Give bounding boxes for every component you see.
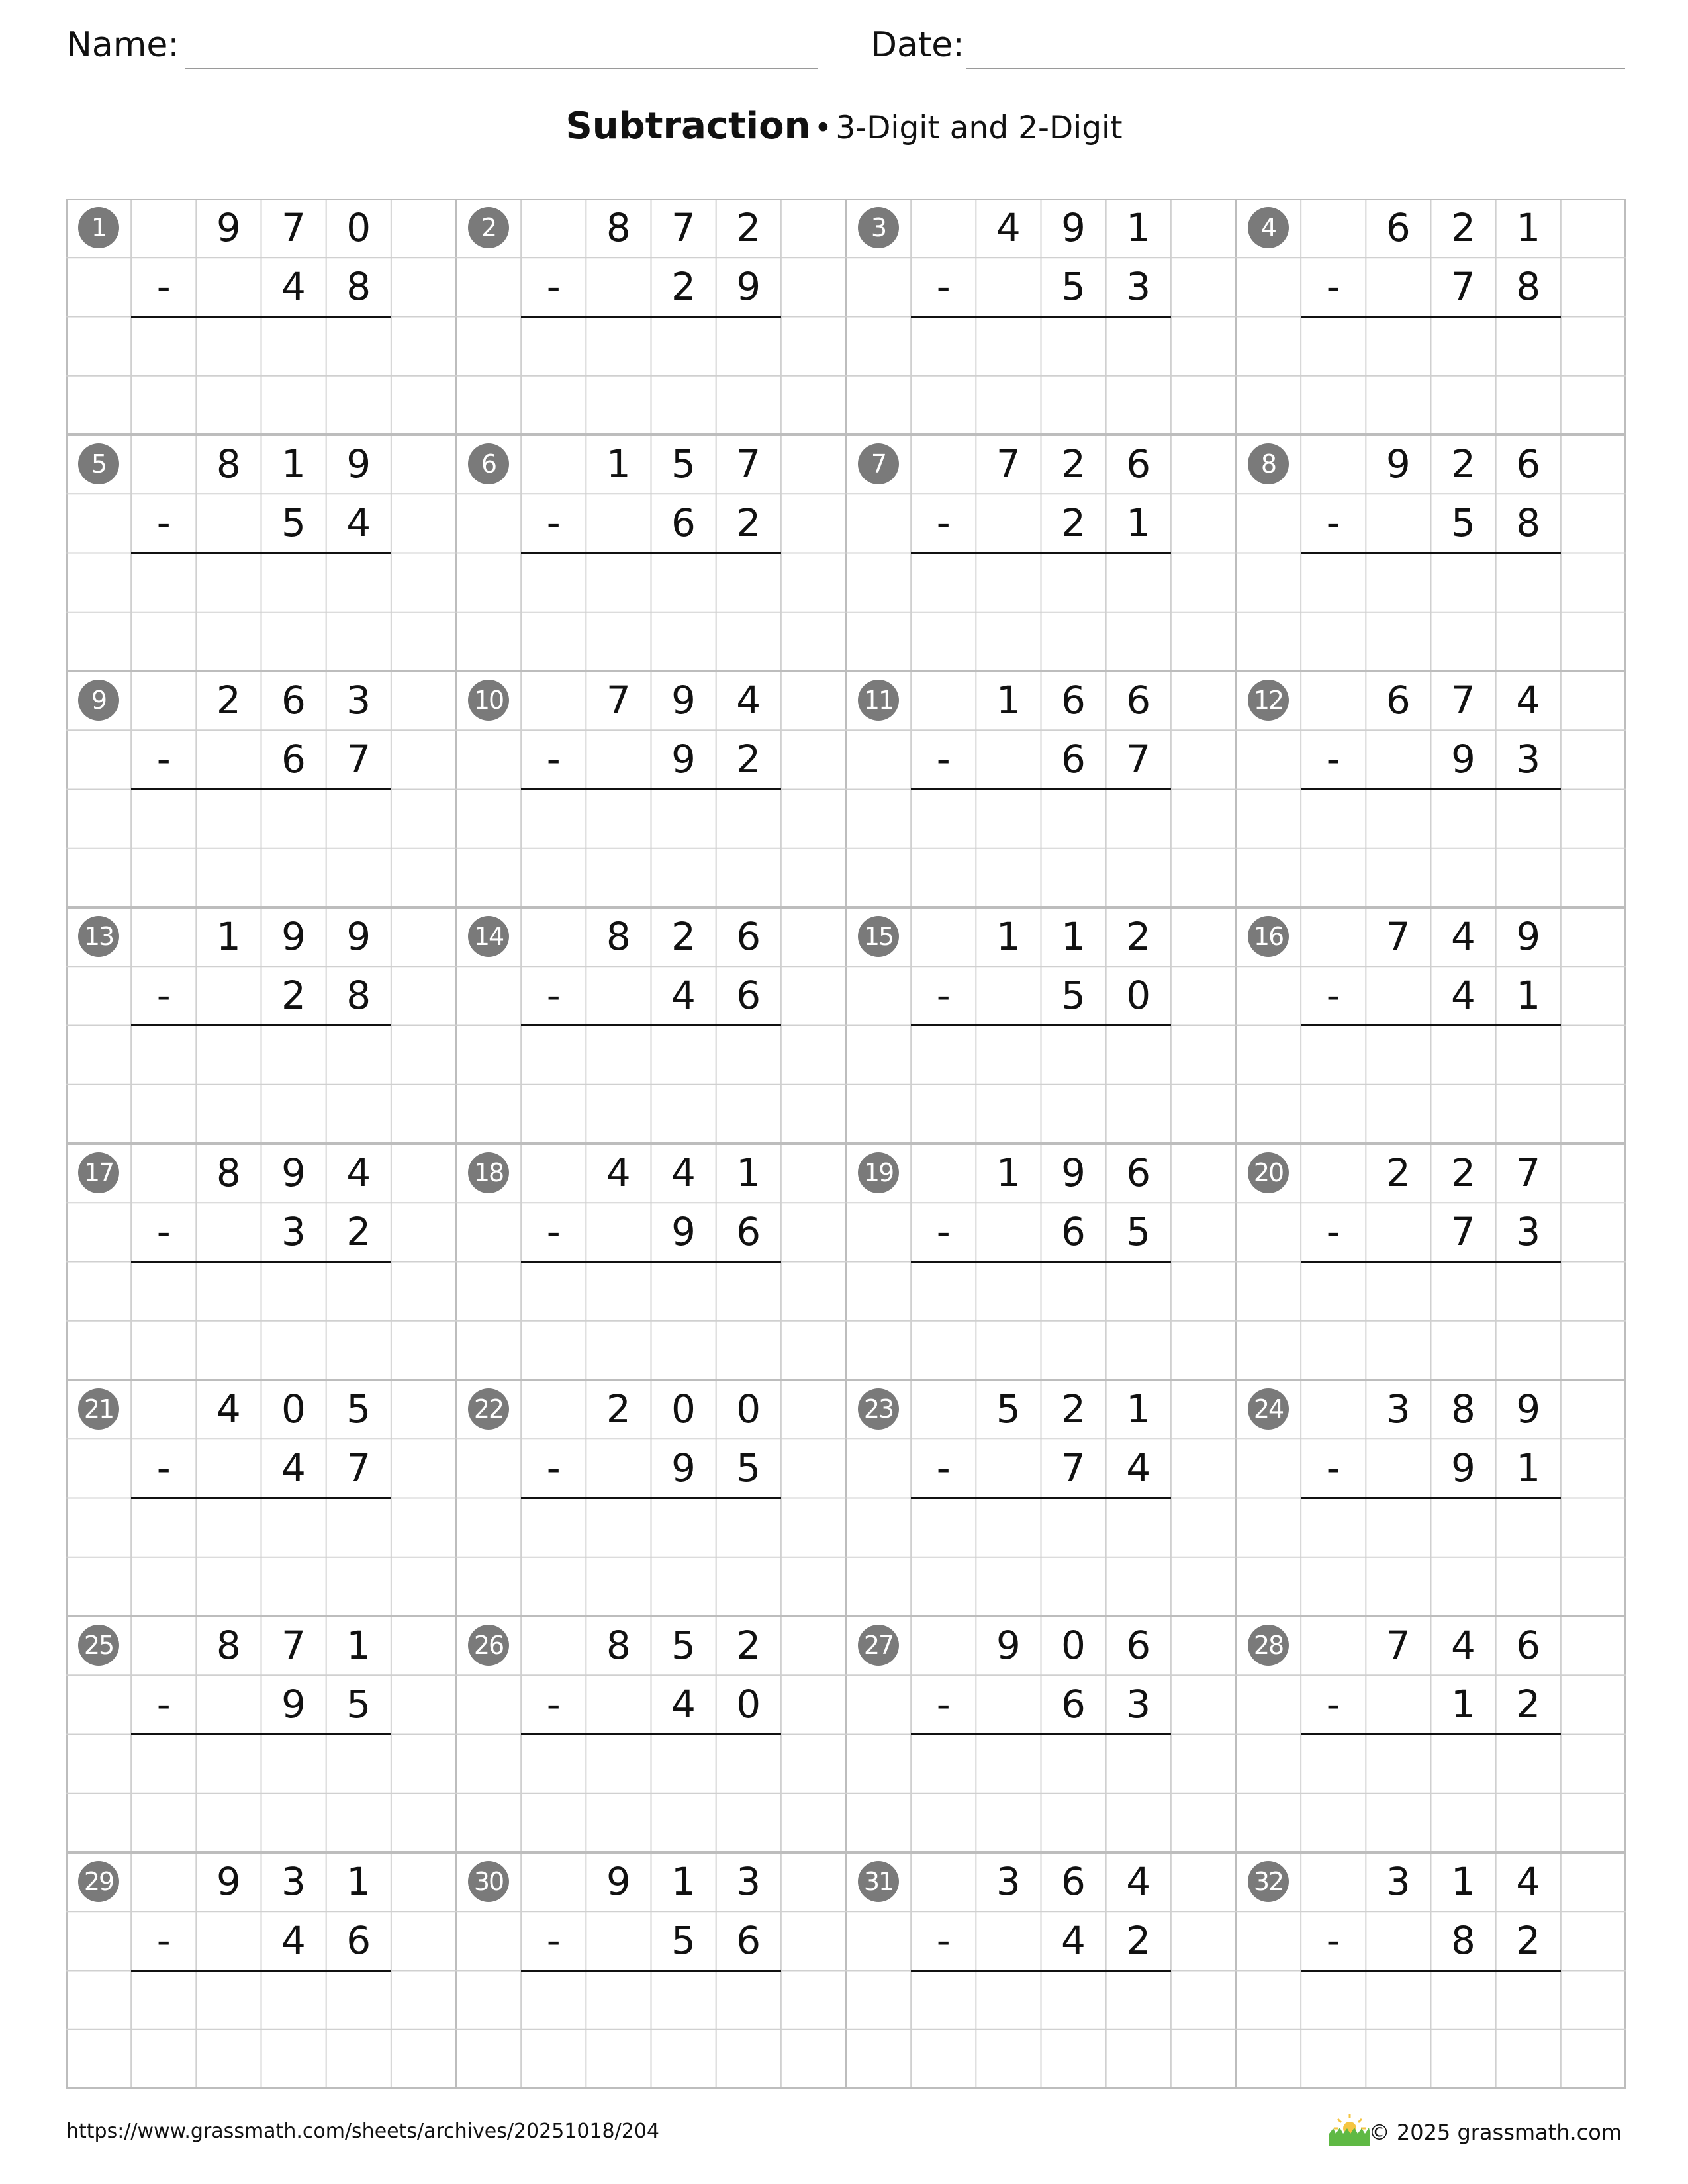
minus-sign: - [936,1209,951,1255]
problem-number-badge: 9 [78,680,119,721]
minus-sign: - [1326,1209,1340,1255]
minuend-digit: 0 [281,1387,306,1432]
problem-number-badge: 22 [468,1388,509,1430]
answer-line [911,316,1171,318]
minuend-digit: 4 [606,1150,631,1195]
minuend-digit: 7 [1516,1150,1541,1195]
subtrahend-digit: 6 [1061,737,1086,782]
minuend-digit: 2 [671,914,696,959]
answer-line [1301,1970,1561,1972]
minus-sign: - [936,1682,951,1727]
subtrahend-digit: 4 [281,1918,306,1964]
date-label: Date: [870,25,964,65]
minus-sign: - [546,1682,561,1727]
problem-number-badge: 23 [858,1388,899,1430]
minuend-digit: 8 [606,205,631,250]
minuend-digit: 6 [1516,1623,1541,1668]
minus-sign: - [1326,973,1340,1019]
answer-line [131,1733,391,1735]
subtrahend-digit: 8 [1516,264,1541,310]
minuend-digit: 9 [1516,1387,1541,1432]
problem-number-badge: 11 [858,680,899,721]
subtrahend-digit: 8 [346,264,371,310]
answer-line [521,1261,781,1263]
minuend-digit: 5 [671,1623,696,1668]
subtrahend-digit: 4 [671,973,696,1019]
minuend-digit: 3 [1385,1387,1411,1432]
minuend-digit: 8 [606,1623,631,1668]
problem-number-badge: 29 [78,1861,119,1902]
minuend-digit: 5 [346,1387,371,1432]
minuend-digit: 4 [346,1150,371,1195]
problem-number-badge: 3 [858,207,899,248]
minuend-digit: 6 [1061,1859,1086,1904]
minus-sign: - [156,1445,171,1491]
problem-number-badge: 1 [78,207,119,248]
minus-sign: - [1326,1682,1340,1727]
problem-number-badge: 30 [468,1861,509,1902]
problem-number-badge: 15 [858,916,899,957]
minus-sign: - [1326,264,1340,310]
answer-line [1301,552,1561,554]
minuend-digit: 0 [736,1387,761,1432]
minuend-digit: 3 [996,1859,1021,1904]
minus-sign: - [936,264,951,310]
minuend-digit: 9 [1061,205,1086,250]
subtrahend-digit: 9 [1451,737,1476,782]
minus-sign: - [1326,737,1340,782]
problem-number-badge: 6 [468,443,509,484]
subtrahend-digit: 4 [281,264,306,310]
subtrahend-digit: 7 [346,1445,371,1491]
minuend-digit: 1 [996,678,1021,723]
minuend-digit: 9 [216,205,241,250]
problem-number-badge: 24 [1248,1388,1289,1430]
subtrahend-digit: 6 [736,1918,761,1964]
subtrahend-digit: 3 [281,1209,306,1255]
minuend-digit: 0 [1061,1623,1086,1668]
minuend-digit: 9 [996,1623,1021,1668]
minuend-digit: 8 [1451,1387,1476,1432]
problem-number-badge: 4 [1248,207,1289,248]
subtrahend-digit: 4 [1061,1918,1086,1964]
minus-sign: - [1326,1918,1340,1964]
subtrahend-digit: 0 [736,1682,761,1727]
minus-sign: - [936,737,951,782]
answer-line [131,788,391,790]
minuend-digit: 1 [216,914,241,959]
answer-line [911,1733,1171,1735]
minuend-digit: 2 [606,1387,631,1432]
subtrahend-digit: 7 [1451,264,1476,310]
minuend-digit: 2 [736,205,761,250]
minuend-digit: 2 [1061,1387,1086,1432]
problem-number-badge: 18 [468,1152,509,1193]
minuend-digit: 7 [736,441,761,486]
minuend-digit: 9 [216,1859,241,1904]
minus-sign: - [1326,500,1340,546]
minuend-digit: 9 [281,1150,306,1195]
minus-sign: - [546,264,561,310]
title-subtitle: 3-Digit and 2-Digit [835,110,1123,146]
answer-line [911,1261,1171,1263]
subtrahend-digit: 4 [281,1445,306,1491]
minus-sign: - [156,264,171,310]
subtrahend-digit: 2 [1061,500,1086,546]
subtrahend-digit: 8 [346,973,371,1019]
minuend-digit: 7 [996,441,1021,486]
subtrahend-digit: 3 [1516,737,1541,782]
subtrahend-digit: 2 [281,973,306,1019]
minuend-digit: 7 [1451,678,1476,723]
subtrahend-digit: 8 [1451,1918,1476,1964]
subtrahend-digit: 6 [736,1209,761,1255]
minuend-digit: 1 [996,1150,1021,1195]
subtrahend-digit: 4 [671,1682,696,1727]
minuend-digit: 9 [1516,914,1541,959]
subtrahend-digit: 1 [1126,500,1151,546]
minus-sign: - [936,1445,951,1491]
subtrahend-digit: 2 [1126,1918,1151,1964]
problem-number-badge: 31 [858,1861,899,1902]
subtrahend-digit: 2 [736,737,761,782]
problem-number-badge: 20 [1248,1152,1289,1193]
minuend-digit: 2 [1451,1150,1476,1195]
answer-line [911,1497,1171,1499]
subtrahend-digit: 7 [346,737,371,782]
minuend-digit: 1 [1126,205,1151,250]
minuend-digit: 1 [671,1859,696,1904]
minuend-digit: 9 [1061,1150,1086,1195]
minuend-digit: 6 [1126,441,1151,486]
name-line[interactable] [185,68,818,69]
answer-line [911,788,1171,790]
minuend-digit: 2 [1061,441,1086,486]
minuend-digit: 6 [1126,678,1151,723]
minuend-digit: 2 [1126,914,1151,959]
minuend-digit: 1 [736,1150,761,1195]
answer-line [521,1733,781,1735]
subtrahend-digit: 6 [346,1918,371,1964]
problem-number-badge: 17 [78,1152,119,1193]
footer-copyright: © 2025 grassmath.com [1368,2120,1622,2145]
answer-line [1301,1261,1561,1263]
minus-sign: - [936,1918,951,1964]
minuend-digit: 0 [671,1387,696,1432]
title-main: Subtraction [565,105,811,148]
subtrahend-digit: 1 [1516,973,1541,1019]
problem-number-badge: 19 [858,1152,899,1193]
answer-line [911,1970,1171,1972]
subtrahend-digit: 5 [736,1445,761,1491]
subtrahend-digit: 1 [1516,1445,1541,1491]
subtrahend-digit: 3 [1126,1682,1151,1727]
answer-line [521,1024,781,1026]
minus-sign: - [156,1682,171,1727]
subtrahend-digit: 6 [281,737,306,782]
minuend-digit: 9 [346,914,371,959]
minuend-digit: 3 [736,1859,761,1904]
problem-number-badge: 16 [1248,916,1289,957]
minuend-digit: 7 [281,1623,306,1668]
worksheet-title [0,105,1688,148]
subtrahend-digit: 7 [1126,737,1151,782]
problem-number-badge: 27 [858,1625,899,1666]
minuend-digit: 6 [1516,441,1541,486]
subtrahend-digit: 4 [1451,973,1476,1019]
subtrahend-digit: 5 [671,1918,696,1964]
subtrahend-digit: 8 [1516,500,1541,546]
subtrahend-digit: 2 [1516,1918,1541,1964]
minuend-digit: 4 [1516,1859,1541,1904]
minuend-digit: 6 [1126,1150,1151,1195]
problem-number-badge: 12 [1248,680,1289,721]
minuend-digit: 2 [1385,1150,1411,1195]
problem-grid [66,199,1626,2089]
minuend-digit: 1 [1126,1387,1151,1432]
minuend-digit: 4 [996,205,1021,250]
date-line[interactable] [966,68,1625,69]
minuend-digit: 2 [1451,205,1476,250]
minus-sign: - [546,973,561,1019]
subtrahend-digit: 6 [736,973,761,1019]
minuend-digit: 1 [1061,914,1086,959]
answer-line [911,1024,1171,1026]
minuend-digit: 4 [1451,914,1476,959]
subtrahend-digit: 5 [346,1682,371,1727]
answer-line [131,1970,391,1972]
problem-number-badge: 25 [78,1625,119,1666]
subtrahend-digit: 9 [671,737,696,782]
subtrahend-digit: 6 [1061,1682,1086,1727]
subtrahend-digit: 5 [281,500,306,546]
minuend-digit: 7 [281,205,306,250]
minuend-digit: 1 [346,1859,371,1904]
subtrahend-digit: 2 [671,264,696,310]
minuend-digit: 7 [1385,1623,1411,1668]
minuend-digit: 6 [1126,1623,1151,1668]
minuend-digit: 7 [671,205,696,250]
minuend-digit: 4 [1516,678,1541,723]
subtrahend-digit: 5 [1061,973,1086,1019]
minuend-digit: 5 [671,441,696,486]
answer-line [521,316,781,318]
subtrahend-digit: 6 [671,500,696,546]
subtrahend-digit: 3 [1126,264,1151,310]
subtrahend-digit: 5 [1126,1209,1151,1255]
minuend-digit: 6 [736,914,761,959]
problem-number-badge: 28 [1248,1625,1289,1666]
minuend-digit: 6 [1061,678,1086,723]
answer-line [521,1970,781,1972]
answer-line [131,1261,391,1263]
minuend-digit: 6 [281,678,306,723]
minuend-digit: 1 [1451,1859,1476,1904]
minuend-digit: 0 [346,205,371,250]
problem-number-badge: 21 [78,1388,119,1430]
minus-sign: - [546,1209,561,1255]
subtrahend-digit: 9 [671,1209,696,1255]
subtrahend-digit: 2 [1516,1682,1541,1727]
minuend-digit: 9 [606,1859,631,1904]
minus-sign: - [156,500,171,546]
subtrahend-digit: 5 [1451,500,1476,546]
answer-line [1301,1733,1561,1735]
minuend-digit: 6 [1385,678,1411,723]
minus-sign: - [546,500,561,546]
minuend-digit: 7 [606,678,631,723]
minus-sign: - [546,1918,561,1964]
minuend-digit: 8 [216,1623,241,1668]
answer-line [131,316,391,318]
problem-number-badge: 32 [1248,1861,1289,1902]
answer-line [911,552,1171,554]
subtrahend-digit: 9 [281,1682,306,1727]
minuend-digit: 9 [1385,441,1411,486]
footer-url[interactable]: https://www.grassmath.com/sheets/archives/20251018/204 [66,2120,660,2143]
subtrahend-digit: 1 [1451,1682,1476,1727]
subtrahend-digit: 6 [1061,1209,1086,1255]
problem-number-badge: 7 [858,443,899,484]
subtrahend-digit: 2 [346,1209,371,1255]
subtrahend-digit: 9 [671,1445,696,1491]
answer-line [1301,1024,1561,1026]
minus-sign: - [156,1918,171,1964]
problem-number-badge: 2 [468,207,509,248]
title-separator: • [814,110,833,146]
minuend-digit: 2 [1451,441,1476,486]
minuend-digit: 9 [671,678,696,723]
minuend-digit: 3 [1385,1859,1411,1904]
problem-number-badge: 14 [468,916,509,957]
minuend-digit: 8 [216,441,241,486]
subtrahend-digit: 4 [1126,1445,1151,1491]
minus-sign: - [156,737,171,782]
name-label: Name: [66,25,179,65]
minuend-digit: 4 [216,1387,241,1432]
subtrahend-digit: 9 [736,264,761,310]
answer-line [521,1497,781,1499]
minuend-digit: 7 [1385,914,1411,959]
problem-number-badge: 13 [78,916,119,957]
answer-line [1301,316,1561,318]
subtrahend-digit: 5 [1061,264,1086,310]
minuend-digit: 1 [346,1623,371,1668]
minuend-digit: 4 [736,678,761,723]
minuend-digit: 1 [281,441,306,486]
minuend-digit: 1 [1516,205,1541,250]
subtrahend-digit: 7 [1061,1445,1086,1491]
minuend-digit: 8 [216,1150,241,1195]
subtrahend-digit: 4 [346,500,371,546]
answer-line [131,1497,391,1499]
minuend-digit: 4 [1451,1623,1476,1668]
minuend-digit: 3 [346,678,371,723]
minuend-digit: 3 [281,1859,306,1904]
minuend-digit: 8 [606,914,631,959]
answer-line [1301,1497,1561,1499]
minus-sign: - [156,1209,171,1255]
subtrahend-digit: 3 [1516,1209,1541,1255]
minuend-digit: 1 [996,914,1021,959]
answer-line [131,552,391,554]
minuend-digit: 6 [1385,205,1411,250]
subtrahend-digit: 9 [1451,1445,1476,1491]
answer-line [1301,788,1561,790]
minuend-digit: 9 [281,914,306,959]
answer-line [521,788,781,790]
problem-number-badge: 8 [1248,443,1289,484]
minuend-digit: 4 [671,1150,696,1195]
minus-sign: - [936,973,951,1019]
minus-sign: - [156,973,171,1019]
minus-sign: - [546,737,561,782]
minuend-digit: 2 [736,1623,761,1668]
problem-number-badge: 5 [78,443,119,484]
subtrahend-digit: 2 [736,500,761,546]
grass-sun-logo-icon [1327,2110,1373,2147]
minuend-digit: 2 [216,678,241,723]
minus-sign: - [936,500,951,546]
minuend-digit: 4 [1126,1859,1151,1904]
answer-line [521,552,781,554]
problem-number-badge: 26 [468,1625,509,1666]
answer-line [131,1024,391,1026]
minus-sign: - [546,1445,561,1491]
minuend-digit: 1 [606,441,631,486]
subtrahend-digit: 0 [1126,973,1151,1019]
minus-sign: - [1326,1445,1340,1491]
subtrahend-digit: 7 [1451,1209,1476,1255]
problem-number-badge: 10 [468,680,509,721]
minuend-digit: 5 [996,1387,1021,1432]
minuend-digit: 9 [346,441,371,486]
